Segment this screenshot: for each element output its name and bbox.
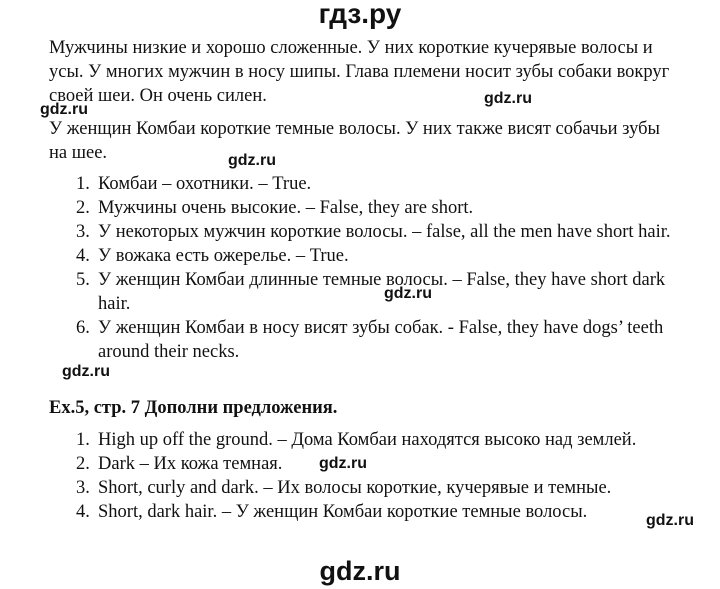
watermark: gdz.ru xyxy=(646,512,694,529)
list-item-text: У женщин Комбаи в носу висят зубы собак. - False, they have dogs’ teeth xyxy=(98,318,664,338)
list-item-number: 5. xyxy=(76,270,90,290)
list-item-text: Мужчины очень высокие. – False, they are short. xyxy=(98,198,474,218)
list-item-text: Short, curly and dark. – Их волосы короткие, кучерявые и темные. xyxy=(98,478,612,498)
watermark: gdz.ru xyxy=(62,363,110,380)
list-item-text: Short, dark hair. – У женщин Комбаи короткие темные волосы. xyxy=(98,502,588,522)
watermark: gdz.ru xyxy=(40,101,88,118)
list-item xyxy=(0,220,720,244)
list-item xyxy=(0,268,720,316)
watermark: gdz.ru xyxy=(319,455,367,472)
list-item xyxy=(0,476,720,500)
list-item-number: 2. xyxy=(76,198,90,218)
paragraph-1-line-3: своей шеи. Он очень силен. xyxy=(49,86,267,106)
list-item-text-continued: around their necks. xyxy=(98,342,240,362)
list-item-number: 3. xyxy=(76,222,90,242)
list-item-number: 4. xyxy=(76,502,90,522)
watermark: gdz.ru xyxy=(484,90,532,107)
paragraph-1-line-2: усы. У многих мужчин в носу шипы. Глава племени носит зубы собаки вокруг xyxy=(49,62,670,82)
list-item xyxy=(0,244,720,268)
list-item-text: У некоторых мужчин короткие волосы. – false, all the men have short hair. xyxy=(98,222,671,242)
list-item-number: 2. xyxy=(76,454,90,474)
site-header: гдз.ру xyxy=(318,0,402,29)
list-item-text: Dark – Их кожа темная. xyxy=(98,454,283,474)
list-item-number: 4. xyxy=(76,246,90,266)
list-item-text: High up off the ground. – Дома Комбаи находятся высоко над землей. xyxy=(98,430,637,450)
list-item-number: 6. xyxy=(76,318,90,338)
list-item-number: 1. xyxy=(76,430,90,450)
list-item-text-continued: hair. xyxy=(98,294,131,314)
list-item-text: У вожака есть ожерелье. – True. xyxy=(98,246,349,266)
paragraph-1-line-1: Мужчины низкие и хорошо сложенные. У них короткие кучерявые волосы и xyxy=(49,38,653,58)
watermark: gdz.ru xyxy=(384,285,432,302)
list-item xyxy=(0,172,720,196)
site-footer: gdz.ru xyxy=(319,556,401,586)
watermark: gdz.ru xyxy=(228,152,276,169)
list-item xyxy=(0,316,720,364)
list-item-number: 3. xyxy=(76,478,90,498)
list-item-number: 1. xyxy=(76,174,90,194)
list-item-text: У женщин Комбаи длинные темные волосы. – False, they have short dark xyxy=(98,270,666,290)
list-item xyxy=(0,428,720,452)
paragraph-2-line-2: на шее. xyxy=(49,143,108,163)
paragraph-2-line-1: У женщин Комбаи короткие темные волосы. У них также висят собачьи зубы xyxy=(49,119,660,139)
list-item xyxy=(0,196,720,220)
exercise-heading: Ex.5, стр. 7 Дополни предложения. xyxy=(49,398,338,418)
list-item-text: Комбаи – охотники. – True. xyxy=(98,174,312,194)
list-item xyxy=(0,500,720,524)
